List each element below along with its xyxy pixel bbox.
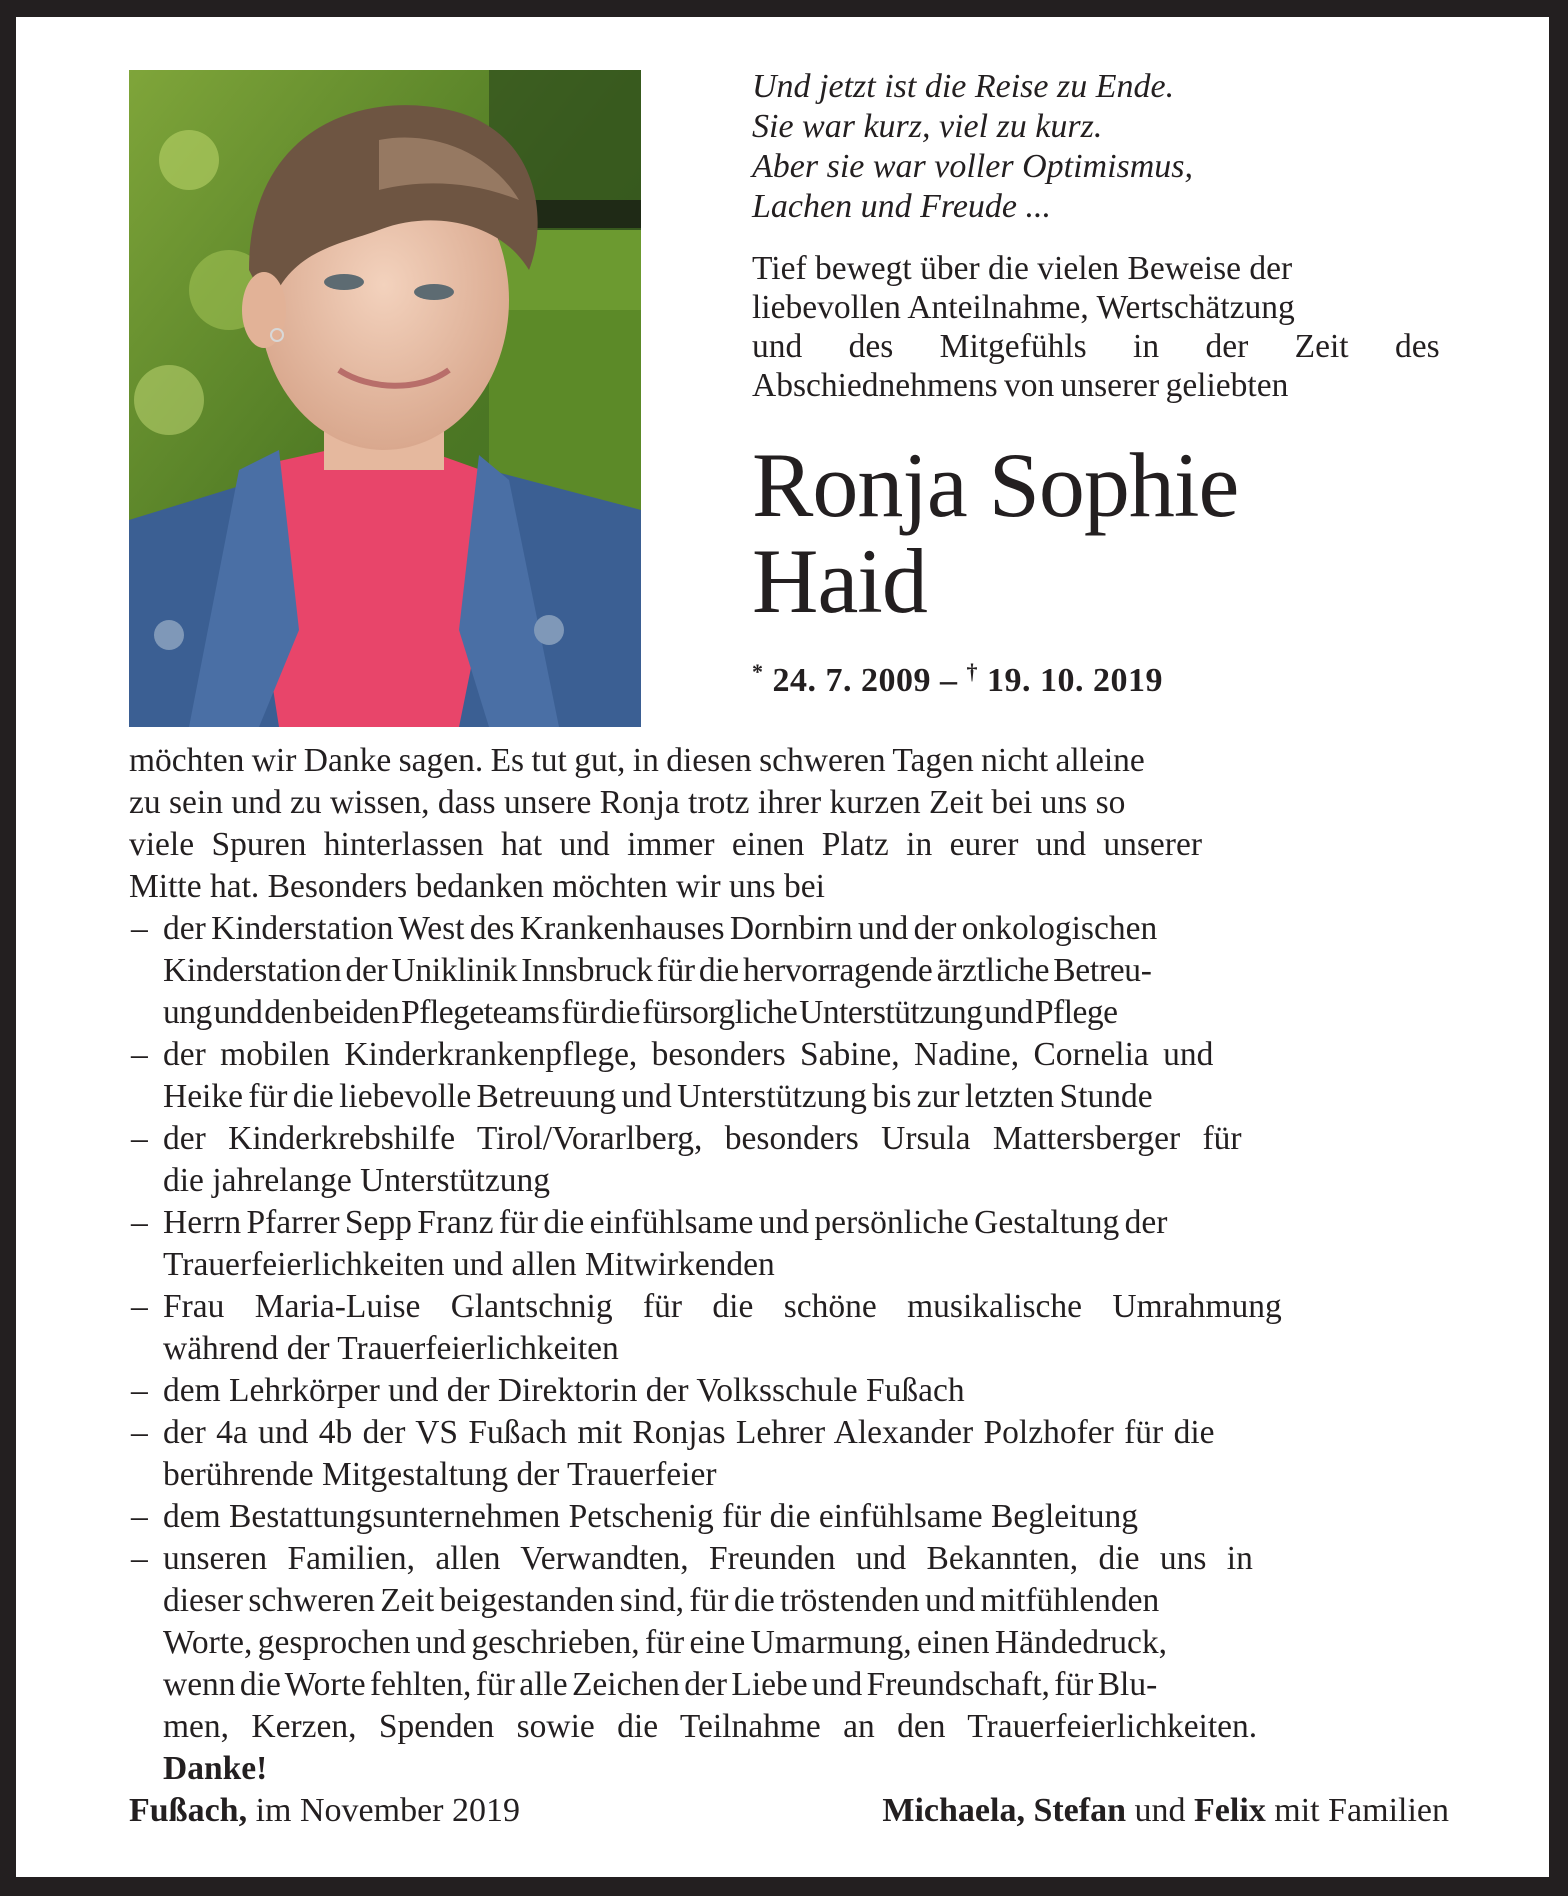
portrait-image [129, 70, 641, 727]
portrait-photo [129, 70, 641, 727]
death-symbol: † [966, 659, 978, 684]
birth-symbol: * [752, 659, 764, 684]
intro-line: Abschiednehmens von unserer geliebten [752, 367, 1289, 404]
obituary-page [16, 17, 1549, 1877]
poem [752, 67, 1442, 227]
item-line: Worte, gesprochen und geschrieben, für eine Umarmung, einen Händedruck, [163, 1624, 1167, 1661]
place: Fußach, [129, 1792, 248, 1829]
item-line: men, Kerzen, Spenden sowie die Teilnahme an den Trauerfeierlichkeiten. [163, 1708, 1258, 1745]
item-line: der mobilen Kinderkrankenpflege, besonders Sabine, Nadine, Cornelia und [163, 1036, 1214, 1073]
date-text: im November 2019 [247, 1792, 520, 1829]
dash-bullet: – [131, 1120, 148, 1157]
intro-line: Tief bewegt über die vielen Beweise der [752, 250, 1293, 287]
thanks-list [129, 908, 1449, 1790]
life-dates [752, 659, 1442, 700]
poem-line: Und jetzt ist die Reise zu Ende. [752, 68, 1175, 105]
list-item [129, 1370, 1449, 1412]
name-line-1: Ronja Sophie [752, 434, 1239, 536]
item-line: der Kinderkrebshilfe Tirol/Vorarlberg, besonders Ursula Mattersberger für [163, 1120, 1242, 1157]
item-line: ung und den beiden Pflegeteams für die fürsorgliche Unterstützung und Pflege [163, 994, 1118, 1031]
deceased-name [752, 434, 1442, 632]
closing-thanks: Danke! [163, 1750, 268, 1787]
intro-line: und des Mitgefühls in der Zeit des [752, 328, 1440, 365]
signatures [882, 1790, 1449, 1832]
body-line: viele Spuren hinterlassen hat und immer einen Platz in eurer und unserer [129, 826, 1202, 863]
item-line: Trauerfeierlichkeiten und allen Mitwirkenden [163, 1246, 775, 1283]
death-date: 19. 10. 2019 [987, 662, 1163, 699]
list-item [129, 1538, 1449, 1748]
dash-bullet: – [131, 1414, 148, 1451]
signer-stefan: Stefan [1033, 1792, 1127, 1829]
connector: und [1126, 1792, 1195, 1829]
item-line: dieser schweren Zeit beigestanden sind, für die tröstenden und mitfühlenden [163, 1582, 1160, 1619]
dash-bullet: – [131, 1498, 148, 1535]
list-item [129, 1412, 1449, 1496]
item-line: unseren Familien, allen Verwandten, Freunden und Bekannten, die uns in [163, 1540, 1253, 1577]
dash-bullet: – [131, 1288, 148, 1325]
item-line: dem Bestattungsunternehmen Petschenig für die einfühlsame Begleitung [163, 1498, 1138, 1535]
poem-line: Sie war kurz, viel zu kurz. [752, 108, 1103, 145]
item-line: der 4a und 4b der VS Fußach mit Ronjas Lehrer Alexander Polzhofer für die [163, 1414, 1215, 1451]
list-item [129, 1202, 1449, 1286]
birth-date: 24. 7. 2009 [772, 662, 931, 699]
dash-bullet: – [131, 910, 148, 947]
dash-bullet: – [131, 1204, 148, 1241]
list-item [129, 1286, 1449, 1370]
dash-bullet: – [131, 1540, 148, 1577]
item-line: Frau Maria-Luise Glantschnig für die schöne musikalische Umrahmung [163, 1288, 1282, 1325]
list-item [129, 908, 1449, 1034]
item-line: wenn die Worte fehlten, für alle Zeichen der Liebe und Freundschaft, für Blu- [163, 1666, 1158, 1703]
list-item [129, 1496, 1449, 1538]
item-line: berührende Mitgestaltung der Trauerfeier [163, 1456, 717, 1493]
list-item [129, 1034, 1449, 1118]
item-line: während der Trauerfeierlichkeiten [163, 1330, 619, 1367]
item-line: die jahrelange Unterstützung [163, 1162, 550, 1199]
item-line: Kinderstation der Uniklinik Innsbruck für die hervorragende ärztliche Betreu- [163, 952, 1152, 989]
intro-line: liebevollen Anteilnahme, Wertschätzung [752, 289, 1295, 326]
dash-bullet: – [131, 1372, 148, 1409]
item-line: der Kinderstation West des Krankenhauses Dornbirn und der onkologischen [163, 910, 1158, 947]
poem-line: Lachen und Freude ... [752, 188, 1052, 225]
place-date [129, 1790, 520, 1832]
dash-bullet: – [131, 1036, 148, 1073]
body-line: zu sein und zu wissen, dass unsere Ronja trotz ihrer kurzen Zeit bei uns so [129, 784, 1126, 821]
name-line-2: Haid [752, 530, 927, 632]
item-line: Heike für die liebevolle Betreuung und Unterstützung bis zur letzten Stunde [163, 1078, 1153, 1115]
item-line: Herrn Pfarrer Sepp Franz für die einfühlsame und persönliche Gestaltung der [163, 1204, 1168, 1241]
footer [129, 1790, 1449, 1832]
item-line: dem Lehrkörper und der Direktorin der Volksschule Fußach [163, 1372, 965, 1409]
body-line: möchten wir Danke sagen. Es tut gut, in diesen schweren Tagen nicht alleine [129, 742, 1145, 779]
date-separator: – [931, 662, 967, 699]
poem-line: Aber sie war voller Optimismus, [752, 148, 1194, 185]
signer-felix: Felix [1194, 1792, 1266, 1829]
header-column [752, 67, 1442, 700]
intro-paragraph [752, 249, 1442, 405]
body-text [129, 740, 1449, 1790]
signer-michaela: Michaela, [882, 1792, 1025, 1829]
body-line: Mitte hat. Besonders bedanken möchten wir uns bei [129, 868, 825, 905]
signature-suffix: mit Familien [1265, 1792, 1449, 1829]
list-item [129, 1118, 1449, 1202]
